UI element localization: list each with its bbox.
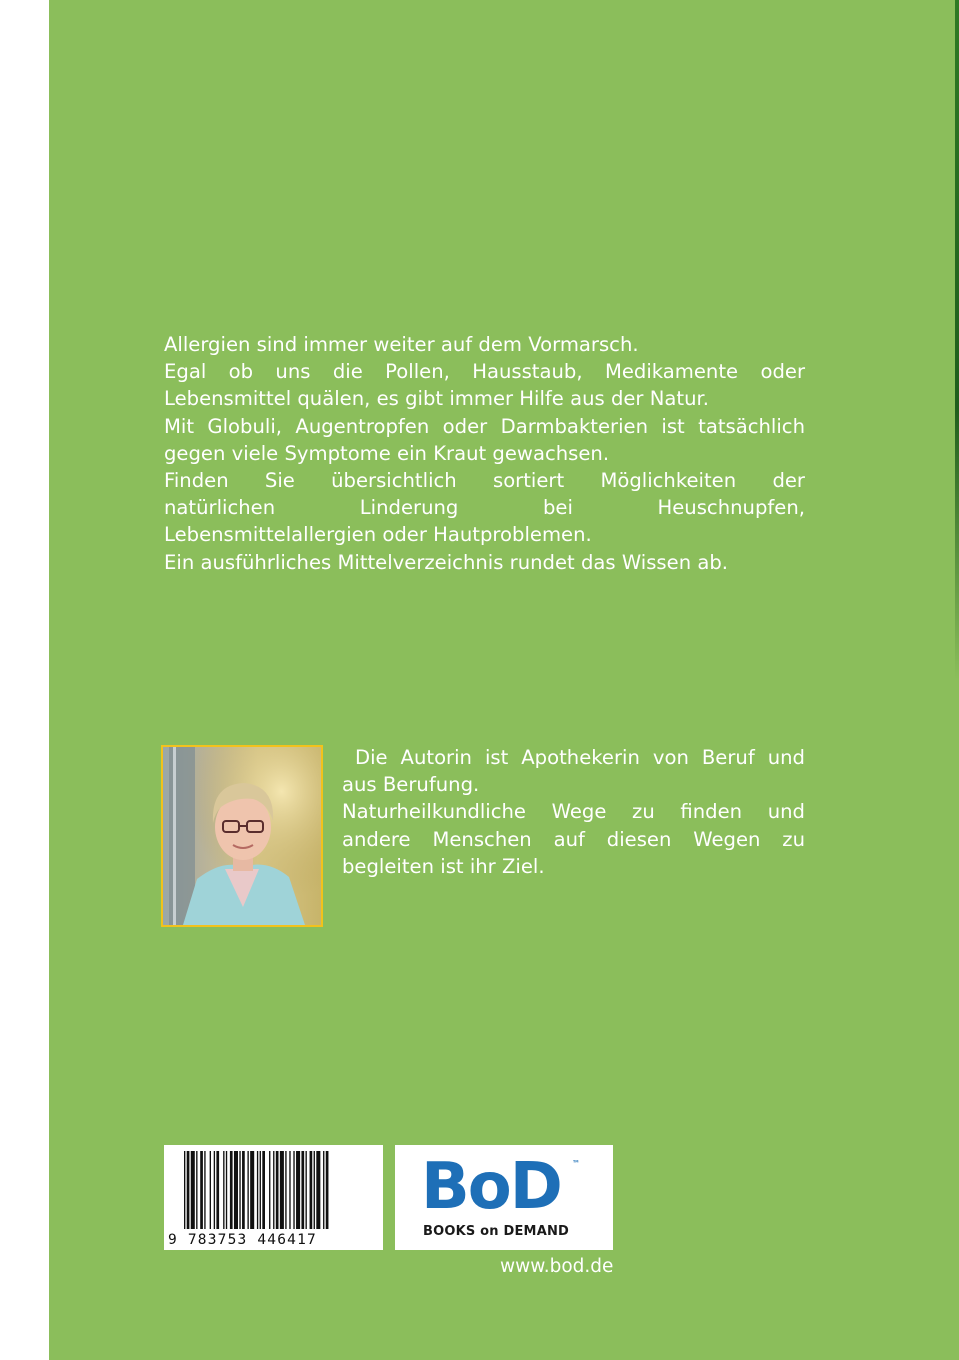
barcode-bar: [310, 1151, 313, 1229]
barcode-bars: [164, 1145, 383, 1233]
barcode-bar: [293, 1151, 294, 1229]
blurb-line: Allergien sind immer weiter auf dem Vormarsch.: [164, 333, 639, 356]
author-bio: [342, 744, 805, 880]
barcode-bar: [280, 1151, 284, 1229]
barcode-bar: [276, 1151, 279, 1229]
barcode-bar: [230, 1151, 233, 1229]
barcode-bar: [223, 1151, 224, 1229]
barcode-bar: [239, 1151, 240, 1229]
author-line: aus Berufung.: [342, 773, 480, 797]
barcode-bar: [191, 1151, 195, 1229]
blurb-line: natürlichen Linderung bei Heuschnupfen,: [164, 496, 805, 520]
barcode-bar: [234, 1151, 238, 1229]
barcode-bar: [289, 1151, 290, 1229]
barcode-bar: [314, 1151, 315, 1229]
author-line: Naturheilkundliche Wege zu finden und: [342, 800, 805, 824]
barcode-bar: [326, 1151, 329, 1229]
barcode-bar: [257, 1151, 258, 1229]
isbn-barcode: [164, 1145, 383, 1250]
trademark-mark: ™: [572, 1159, 580, 1168]
barcode-bar: [196, 1151, 197, 1229]
barcode-bar: [316, 1151, 320, 1229]
barcode-bar: [323, 1151, 324, 1229]
isbn-number: 9 783753 446417: [168, 1232, 317, 1248]
barcode-bar: [226, 1151, 227, 1229]
barcode-bar: [210, 1151, 211, 1229]
blurb-line: Finden Sie übersichtlich sortiert Möglichkeiten der: [164, 469, 805, 493]
barcode-bar: [306, 1151, 307, 1229]
bod-logo-text: BoD: [421, 1150, 561, 1224]
barcode-bar: [260, 1151, 261, 1229]
blurb-text: [164, 331, 805, 576]
publisher-url: www.bod.de: [500, 1256, 614, 1277]
barcode-bar: [273, 1151, 274, 1229]
barcode-bar: [184, 1151, 185, 1229]
blurb-line: Lebensmittel quälen, es gibt immer Hilfe aus der Natur.: [164, 387, 709, 411]
barcode-bar: [269, 1151, 270, 1229]
blurb-line: Mit Globuli, Augentropfen oder Darmbakterien ist tatsächlich: [164, 414, 805, 438]
blurb-line: Ein ausführliches Mittelverzeichnis rundet das Wissen ab.: [164, 550, 729, 574]
author-photo: [161, 745, 323, 927]
barcode-bar: [247, 1151, 248, 1229]
publisher-tagline: BOOKS on DEMAND: [423, 1224, 570, 1239]
barcode-bar: [214, 1151, 215, 1229]
author-line: Die Autorin ist Apothekerin von Beruf und: [342, 746, 805, 769]
author-line: begleiten ist ihr Ziel.: [342, 854, 545, 878]
barcode-bar: [285, 1151, 286, 1229]
barcode-bar: [296, 1151, 300, 1229]
blurb-line: Egal ob uns die Pollen, Hausstaub, Medikamente oder: [164, 360, 805, 384]
blurb-line: Lebensmittelallergien oder Hautproblemen.: [164, 523, 592, 547]
back-cover: [49, 0, 959, 1360]
barcode-bar: [250, 1151, 254, 1229]
barcode-bar: [301, 1151, 304, 1229]
barcode-bar: [204, 1151, 205, 1229]
blurb-line: gegen viele Symptome ein Kraut gewachsen.: [164, 441, 610, 465]
barcode-bar: [242, 1151, 245, 1229]
barcode-bar: [200, 1151, 203, 1229]
barcode-bar: [216, 1151, 219, 1229]
barcode-bar: [262, 1151, 265, 1229]
author-line: andere Menschen auf diesen Wegen zu: [342, 827, 805, 851]
author-portrait-image: [163, 747, 321, 925]
publisher-logo: [395, 1145, 613, 1250]
cover-edge: [955, 0, 959, 680]
barcode-bar: [187, 1151, 190, 1229]
